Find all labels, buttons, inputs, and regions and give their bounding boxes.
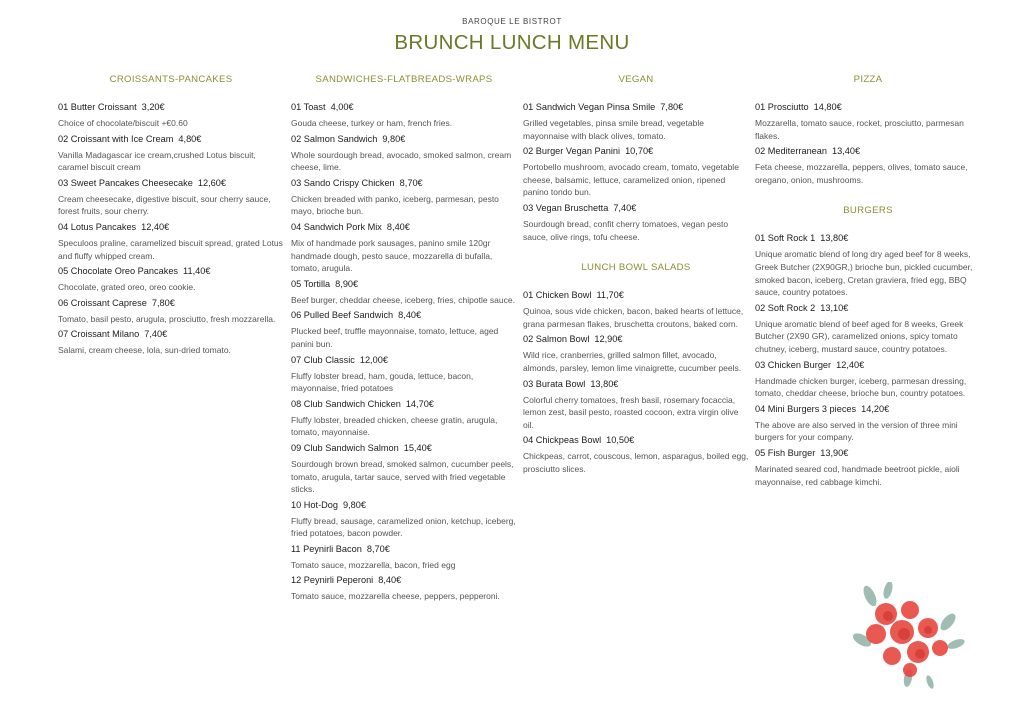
menu-item-price: 12,40€ <box>836 359 865 370</box>
menu-item-price: 10,50€ <box>606 435 635 446</box>
menu-item-name: 11 Peynirli Bacon <box>291 543 362 554</box>
menu-item-description: Chocolate, grated oreo, oreo cookie. <box>58 282 196 293</box>
menu-item-heading <box>755 145 981 158</box>
menu-item-heading <box>291 398 517 411</box>
menu-item-heading <box>291 442 517 455</box>
menu-item-heading <box>523 101 749 114</box>
menu-item-price: 15,40€ <box>403 442 432 453</box>
menu-item-price: 12,40€ <box>141 221 170 232</box>
menu-item-price: 3,20€ <box>141 102 165 112</box>
menu-item-name: 01 Prosciutto <box>755 102 809 112</box>
menu-item-heading <box>755 359 981 372</box>
menu-section-lunch-bowl-salads <box>523 261 749 475</box>
menu-item-name: 09 Club Sandwich Salmon <box>291 442 399 453</box>
menu-section-vegan <box>523 73 749 243</box>
menu-item-name: 03 Sweet Pancakes Cheesecake <box>58 177 193 188</box>
menu-item-heading <box>58 177 284 190</box>
menu-item <box>523 289 749 330</box>
menu-item-heading <box>523 145 749 158</box>
menu-item-heading <box>291 221 517 234</box>
menu-item <box>523 378 749 432</box>
menu-item-price: 9,80€ <box>342 499 366 510</box>
menu-item <box>291 221 517 275</box>
menu-item-name: 07 Club Classic <box>291 354 355 365</box>
menu-item <box>291 499 517 540</box>
menu-item-description: Gouda cheese, turkey or ham, french fries. <box>291 118 453 128</box>
menu-item <box>291 574 517 603</box>
menu-item-name: 02 Croissant with Ice Cream <box>58 133 174 144</box>
menu-item-name: 01 Butter Croissant <box>58 102 137 112</box>
menu-item-name: 08 Club Sandwich Chicken <box>291 398 401 409</box>
menu-section-croissants-pancakes <box>58 73 284 357</box>
menu-item-name: 04 Mini Burgers 3 pieces <box>755 403 857 414</box>
menu-item-heading <box>291 499 517 512</box>
menu-item-heading <box>755 403 981 416</box>
menu-item-heading <box>291 543 517 556</box>
menu-item <box>58 133 284 174</box>
menu-item-name: 02 Burger Vegan Panini <box>523 146 621 157</box>
menu-item-description: Tomato sauce, mozzarella cheese, peppers, pepperoni. <box>291 591 500 602</box>
menu-item-price: 8,40€ <box>398 310 422 321</box>
menu-item-list <box>523 289 749 475</box>
menu-item-name: 12 Peynirli Peperoni <box>291 575 374 586</box>
menu-item <box>291 398 517 439</box>
menu-item-description: Colorful cherry tomatoes, fresh basil, rosemary focaccia, lemon zest, basil pesto, roasted cocoon, extra virgin olive oil. <box>523 394 739 430</box>
menu-item <box>58 101 284 130</box>
menu-item-description: Handmade chicken burger, iceberg, parmesan dressing, tomato, cheddar cheese, brioche bun, country potatoes. <box>755 375 967 399</box>
menu-item-description: Choice of chocolate/biscuit +€0.60 <box>58 118 188 128</box>
menu-item <box>58 177 284 218</box>
menu-item-description: Feta cheese, mozzarella, peppers, olives, tomato sauce, oregano, onion, mushrooms. <box>755 162 968 185</box>
menu-column-4 <box>755 73 981 491</box>
menu-item-price: 10,70€ <box>625 146 654 157</box>
menu-item <box>291 543 517 572</box>
menu-item <box>58 221 284 262</box>
menu-item <box>523 434 749 475</box>
menu-item-price: 14,80€ <box>813 102 842 112</box>
menu-item-heading <box>291 354 517 367</box>
menu-item <box>291 278 517 307</box>
menu-item-heading <box>523 378 749 391</box>
section-title: BURGERS <box>843 205 893 217</box>
menu-item-name: 03 Chicken Burger <box>755 359 832 370</box>
menu-item-price: 4,00€ <box>330 102 354 112</box>
menu-item <box>58 297 284 326</box>
menu-item-name: 02 Salmon Sandwich <box>291 133 378 144</box>
menu-item <box>291 354 517 395</box>
menu-item-heading <box>291 133 517 146</box>
menu-item-description: Sourdough brown bread, smoked salmon, cucumber peels, tomato, arugula, tartar sauce, served with fried vegetable sticks. <box>291 458 514 495</box>
menu-item-price: 13,10€ <box>820 302 849 313</box>
menu-item <box>523 202 749 243</box>
menu-item-name: 02 Soft Rock 2 <box>755 302 816 313</box>
section-title: VEGAN <box>618 74 654 85</box>
menu-item-price: 13,80€ <box>820 233 849 244</box>
menu-item-heading <box>523 202 749 215</box>
menu-item-name: 05 Chocolate Oreo Pancakes <box>58 266 179 277</box>
menu-item-price: 8,40€ <box>378 575 402 586</box>
menu-item-heading <box>291 309 517 322</box>
menu-column-3 <box>523 73 749 479</box>
menu-item-heading <box>523 333 749 346</box>
menu-item <box>755 403 981 444</box>
menu-item-description: Marinated seared cod, handmade beetroot pickle, aioli mayonnaise, red cabbage kimchi. <box>755 463 960 487</box>
menu-item-name: 04 Sandwich Pork Mix <box>291 221 382 232</box>
menu-item-heading <box>58 265 284 278</box>
menu-item-name: 01 Chicken Bowl <box>523 290 592 301</box>
menu-item-description: Mix of handmade pork sausages, panino smile 120gr handmade dough, pesto sauce, mozzarella di bufalla, tomato, arugula. <box>291 237 493 274</box>
menu-item-list <box>58 101 284 357</box>
section-title: CROISSANTS-PANCAKES <box>109 74 233 85</box>
menu-item-description: Chicken breaded with panko, iceberg, parmesan, pesto mayo, brioche bun. <box>291 193 499 217</box>
menu-item-price: 13,90€ <box>820 447 849 458</box>
menu-item-price: 8,70€ <box>366 543 390 554</box>
menu-item-heading <box>755 101 981 114</box>
menu-item-price: 7,80€ <box>660 102 684 112</box>
menu-item-description: Grilled vegetables, pinsa smile bread, vegetable mayonnaise with black olives, tomato. <box>523 118 704 141</box>
menu-item-description: Tomato sauce, mozzarella, bacon, fried egg <box>291 559 456 570</box>
menu-item-name: 02 Salmon Bowl <box>523 334 590 345</box>
restaurant-name: BAROQUE LE BISTROT <box>462 17 562 26</box>
menu-item-name: 04 Lotus Pancakes <box>58 221 137 232</box>
menu-item-heading <box>291 177 517 190</box>
menu-item-list <box>523 101 749 243</box>
menu-item-name: 10 Hot-Dog <box>291 499 338 510</box>
menu-item-heading <box>58 133 284 146</box>
menu-item <box>755 359 981 400</box>
menu-item-description: Sourdough bread, confit cherry tomatoes, vegan pesto sauce, olive rings, tofu cheese. <box>523 218 729 242</box>
menu-item <box>58 328 284 357</box>
menu-item-price: 11,40€ <box>183 266 211 277</box>
menu-item-heading <box>523 434 749 447</box>
menu-item-name: 03 Burata Bowl <box>523 378 586 389</box>
menu-item-price: 8,70€ <box>399 177 423 188</box>
menu-item-heading <box>291 574 517 587</box>
section-title: LUNCH BOWL SALADS <box>581 262 691 274</box>
menu-item-price: 13,40€ <box>832 146 861 157</box>
menu-item-name: 01 Sandwich Vegan Pinsa Smile <box>523 102 656 112</box>
menu-item-name: 07 Croissant Milano <box>58 329 140 340</box>
menu-item <box>755 145 981 186</box>
menu-section-pizza <box>755 73 981 186</box>
menu-item <box>291 177 517 218</box>
menu-item-description: Quinoa, sous vide chicken, bacon, baked hearts of lettuce, grana parmesan flakes, bruschetta croutons, baked corn. <box>523 306 744 329</box>
page-title: BRUNCH LUNCH MENU <box>394 31 630 54</box>
menu-item-description: Tomato, basil pesto, arugula, prosciutto, fresh mozzarella. <box>58 313 276 324</box>
menu-item-description: Fluffy lobster bread, ham, gouda, lettuce, bacon, mayonnaise, fried potatoes <box>291 370 474 394</box>
menu-item-price: 4,80€ <box>178 133 202 144</box>
menu-item-name: 05 Fish Burger <box>755 447 816 458</box>
menu-item-description: Whole sourdough bread, avocado, smoked salmon, cream cheese, lime. <box>291 149 512 173</box>
menu-item-description: The above are also served in the version of three mini burgers for your company. <box>755 419 958 443</box>
menu-item-price: 11,70€ <box>596 290 624 301</box>
menu-section-burgers <box>755 204 981 488</box>
menu-item-name: 03 Sando Crispy Chicken <box>291 177 395 188</box>
menu-item <box>755 101 981 142</box>
menu-item-heading <box>755 232 981 245</box>
menu-item-name: 06 Pulled Beef Sandwich <box>291 310 394 321</box>
menu-item-description: Portobello mushroom, avocado cream, tomato, vegetable cheese, balsamic, lettuce, caramelized onion, ripened panino tondo bun. <box>523 162 739 198</box>
menu-column-2 <box>291 73 517 606</box>
menu-item-list <box>291 101 517 603</box>
menu-item-heading <box>58 221 284 234</box>
menu-item-name: 05 Tortilla <box>291 278 331 289</box>
menu-item-price: 12,60€ <box>197 177 226 188</box>
flower-bouquet-icon <box>848 582 968 692</box>
menu-item <box>291 309 517 350</box>
menu-item-description: Cream cheesecake, digestive biscuit, sour cherry sauce, forest fruits, sour cherry. <box>58 193 271 217</box>
menu-item <box>755 447 981 488</box>
menu-item-price: 14,20€ <box>861 403 890 414</box>
menu-item-description: Speculoos praline, caramelized biscuit spread, grated Lotus and fluffy whipped cream. <box>58 237 283 261</box>
menu-item-price: 7,80€ <box>151 297 175 308</box>
menu-item-name: 04 Chickpeas Bowl <box>523 435 602 446</box>
menu-item-description: Mozzarella, tomato sauce, rocket, prosciutto, parmesan flakes. <box>755 118 964 141</box>
menu-section-sandwiches-flatbreads-wraps <box>291 73 517 603</box>
menu-item-name: 02 Mediterranean <box>755 146 828 157</box>
menu-item <box>523 145 749 199</box>
menu-item <box>523 101 749 142</box>
menu-item <box>523 333 749 374</box>
menu-item-description: Salami, cream cheese, lola, sun-dried tomato. <box>58 345 231 356</box>
menu-item-name: 01 Toast <box>291 102 326 112</box>
menu-item <box>291 442 517 496</box>
menu-item-price: 7,40€ <box>144 329 168 340</box>
menu-item-price: 7,40€ <box>613 202 637 213</box>
menu-item-price: 8,90€ <box>335 278 359 289</box>
menu-item-price: 14,70€ <box>405 398 434 409</box>
menu-item-description: Vanilla Madagascar ice cream,crushed Lotus biscuit, caramel biscuit cream <box>58 149 256 173</box>
menu-item <box>291 133 517 174</box>
menu-item-description: Fluffy bread, sausage, caramelized onion, ketchup, iceberg, fried potatoes, bacon powder. <box>291 515 516 539</box>
menu-item-description: Wild rice, cranberries, grilled salmon fillet, avocado, almonds, parsley, lemon lime vinaigrette, cucumber peels. <box>523 350 742 373</box>
menu-item-name: 03 Vegan Bruschetta <box>523 202 609 213</box>
menu-item-price: 13,80€ <box>590 378 619 389</box>
menu-item-list <box>755 232 981 488</box>
menu-item-description: Fluffy lobster, breaded chicken, cheese gratin, arugula, tomato, mayonnaise. <box>291 414 498 438</box>
menu-item-description: Unique aromatic blend of long dry aged beef for 8 weeks, Greek Butcher (2X90GR,) brioche bun, pickled cucumber, smoked bacon, iceberg, Cretan graviera, fried egg, BBQ sauce, country potatoes. <box>755 249 973 298</box>
menu-item-heading <box>291 101 517 114</box>
menu-item <box>755 302 981 356</box>
menu-item-heading <box>755 302 981 315</box>
menu-item <box>58 265 284 294</box>
menu-item-price: 8,40€ <box>386 221 410 232</box>
menu-item-name: 06 Croissant Caprese <box>58 297 147 308</box>
menu-item-price: 12,90€ <box>594 334 623 345</box>
menu-item-price: 12,00€ <box>359 354 388 365</box>
menu-item-description: Plucked beef, truffle mayonnaise, tomato, lettuce, aged panini bun. <box>291 326 499 349</box>
menu-item-description: Beef burger, cheddar cheese, iceberg, fries, chipotle sauce. <box>291 294 515 305</box>
section-title: PIZZA <box>853 74 883 85</box>
menu-item-heading <box>58 101 284 114</box>
menu-item-list <box>755 101 981 186</box>
menu-item-description: Unique aromatic blend of beef aged for 8 weeks, Greek Butcher (2X90 GR), caramelized onions, spicy tomato chutney, iceberg, mustard sauce, country potatoes. <box>755 318 964 354</box>
menu-item <box>755 232 981 298</box>
menu-item-name: 01 Soft Rock 1 <box>755 233 816 244</box>
menu-item-heading <box>58 328 284 341</box>
menu-item-price: 9,80€ <box>382 133 406 144</box>
menu-item-heading <box>523 289 749 302</box>
menu-item <box>291 101 517 130</box>
menu-item-heading <box>58 297 284 310</box>
menu-item-description: Chickpeas, carrot, couscous, lemon, asparagus, boiled egg, prosciutto slices. <box>523 451 749 474</box>
menu-item-heading <box>291 278 517 291</box>
menu-item-heading <box>755 447 981 460</box>
menu-column-1 <box>58 73 284 360</box>
section-title: SANDWICHES-FLATBREADS-WRAPS <box>315 74 493 85</box>
